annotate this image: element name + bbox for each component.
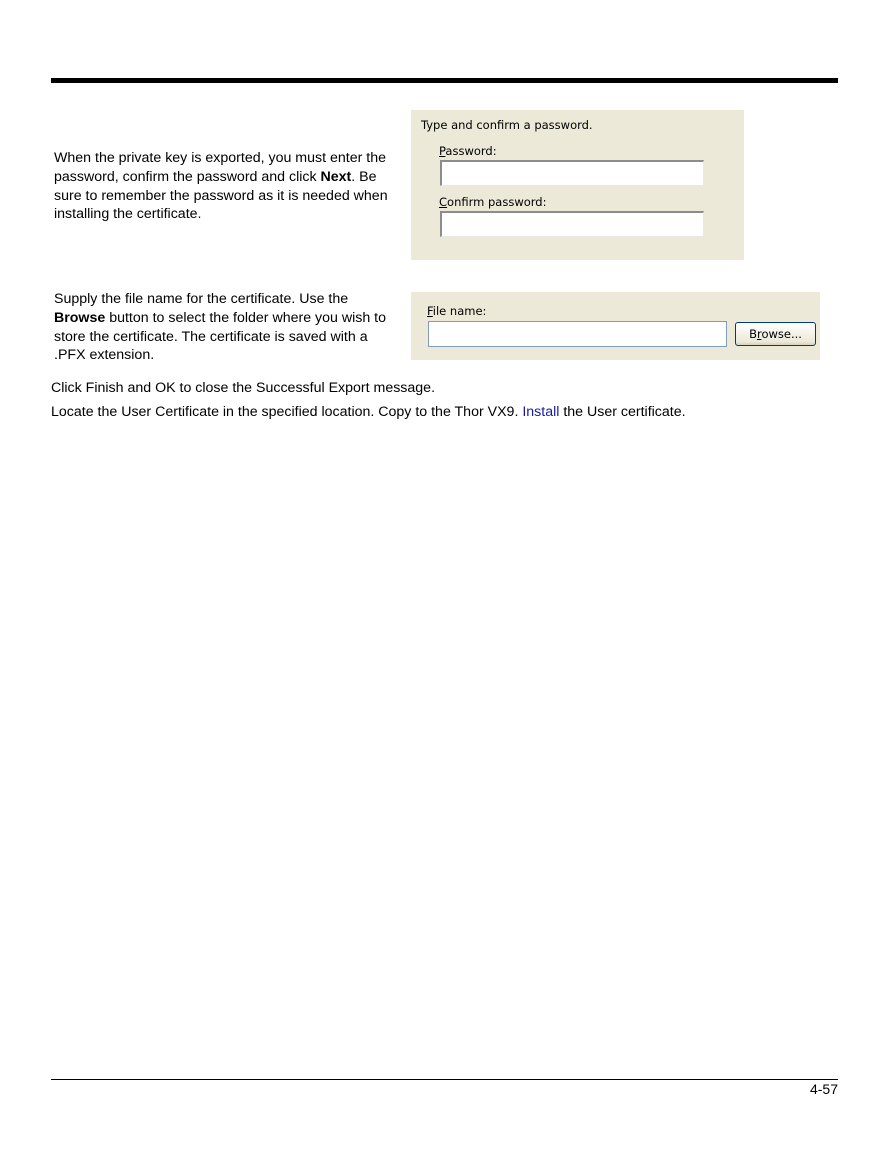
step-password-text-before: When the private key is exported, you must enter the password, confirm the password and click [54, 150, 386, 185]
step-locate-text-after: the User certificate. [559, 404, 686, 420]
file-name-dialog-screenshot [411, 292, 820, 360]
file-label-mnemonic: F [427, 304, 433, 318]
page-number: 4-57 [809, 1081, 838, 1097]
step-password-text [54, 149, 394, 224]
confirm-label-mnemonic: C [439, 195, 448, 209]
password-label [439, 144, 497, 158]
browse-keyword: Browse [54, 309, 106, 326]
step-locate-text [51, 403, 831, 422]
browse-button[interactable] [735, 322, 816, 346]
password-dialog-heading: Type and confirm a password. [421, 118, 593, 132]
browse-label-mnemonic: r [756, 327, 762, 341]
confirm-password-field[interactable] [440, 211, 704, 237]
next-keyword: Next [320, 168, 352, 185]
browse-label-before: B [749, 327, 757, 341]
file-name-field[interactable] [428, 321, 727, 347]
password-dialog-screenshot [411, 110, 744, 260]
step-finish-text: Click Finish and OK to close the Successful Export message. [51, 380, 436, 396]
step-locate-text-before: Locate the User Certificate in the specified location. Copy to the Thor VX9. [51, 404, 523, 420]
password-label-rest: assword: [445, 144, 497, 158]
password-label-mnemonic: P [439, 144, 446, 158]
footer-rule [51, 1079, 838, 1080]
step-password-text-after: . Be sure to remember the password as it is needed when installing the certificate. [54, 168, 388, 223]
confirm-label-rest: onfirm password: [447, 195, 547, 209]
step-filename-text-before: Supply the file name for the certificate. Use the [54, 291, 349, 307]
password-field[interactable] [440, 160, 704, 186]
file-label-rest: ile name: [432, 304, 487, 318]
step-filename-text [54, 290, 394, 365]
header-rule [51, 78, 838, 83]
confirm-password-label [439, 195, 546, 209]
install-link[interactable]: Install [522, 404, 560, 420]
browse-label-after: owse... [761, 327, 802, 341]
step-filename-text-after: button to select the folder where you wish to store the certificate. The certificate is saved with a .PFX extension. [54, 309, 387, 364]
file-name-label [427, 304, 486, 318]
